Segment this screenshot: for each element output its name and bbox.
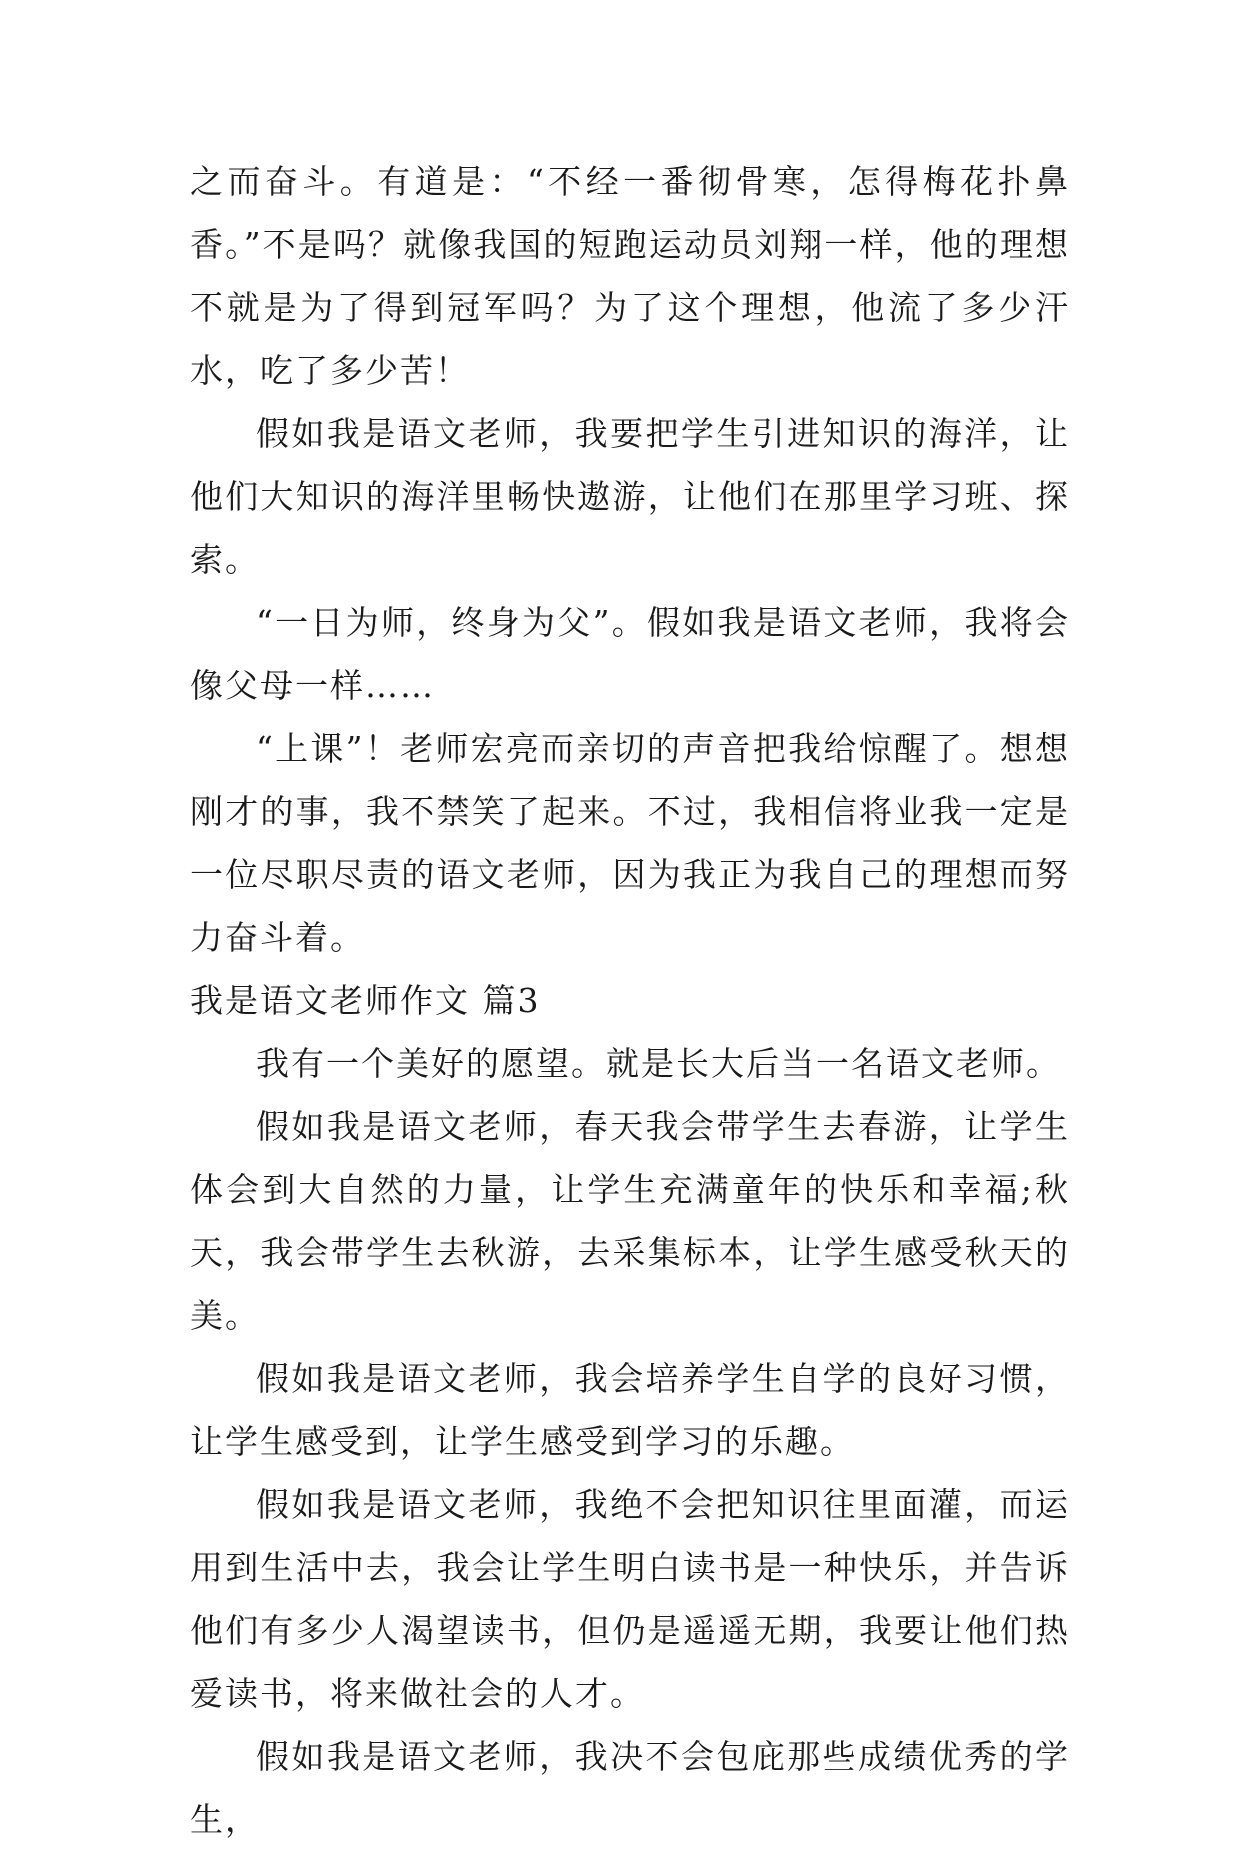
paragraph-5: 我有一个美好的愿望。就是长大后当一名语文老师。 (256, 1044, 1061, 1083)
paragraph-4: “上课”！老师宏亮而亲切的声音把我给惊醒了。想想刚才的事，我不禁笑了起来。不过，我相信将业我一定是一位尽职尽责的语文老师，因为我正为我自己的理想而努力奋斗着。 (190, 729, 1070, 957)
paragraph-7: 假如我是语文老师，我会培养学生自学的良好习惯，让学生感受到，让学生感受到学习的乐趣。 (190, 1359, 1070, 1461)
paragraph-8: 假如我是语文老师，我绝不会把知识往里面灌，而运用到生活中去，我会让学生明白读书是一种快乐，并告诉他们有多少人渴望读书，但仍是遥遥无期，我要让他们热爱读书，将来做社会的人才。 (190, 1485, 1070, 1713)
paragraph-2: 假如我是语文老师，我要把学生引进知识的海洋，让他们大知识的海洋里畅快遨游，让他们在那里学习班、探索。 (190, 414, 1070, 579)
paragraph-9: 假如我是语文老师，我决不会包庇那些成绩优秀的学生， (190, 1737, 1070, 1839)
paragraph-1: 之而奋斗。有道是：“不经一番彻骨寒，怎得梅花扑鼻香。”不是吗？就像我国的短跑运动员刘翔一样，他的理想不就是为了得到冠军吗？为了这个理想，他流了多少汗水，吃了多少苦！ (190, 162, 1070, 390)
document-body (190, 150, 1070, 1851)
paragraph-6: 假如我是语文老师，春天我会带学生去春游，让学生体会到大自然的力量，让学生充满童年的快乐和幸福;秋天，我会带学生去秋游，去采集标本，让学生感受秋天的美。 (190, 1107, 1070, 1335)
section-heading: 我是语文老师作文 篇3 (190, 981, 541, 1020)
paragraph-3: “一日为师，终身为父”。假如我是语文老师，我将会像父母一样…… (190, 603, 1070, 705)
